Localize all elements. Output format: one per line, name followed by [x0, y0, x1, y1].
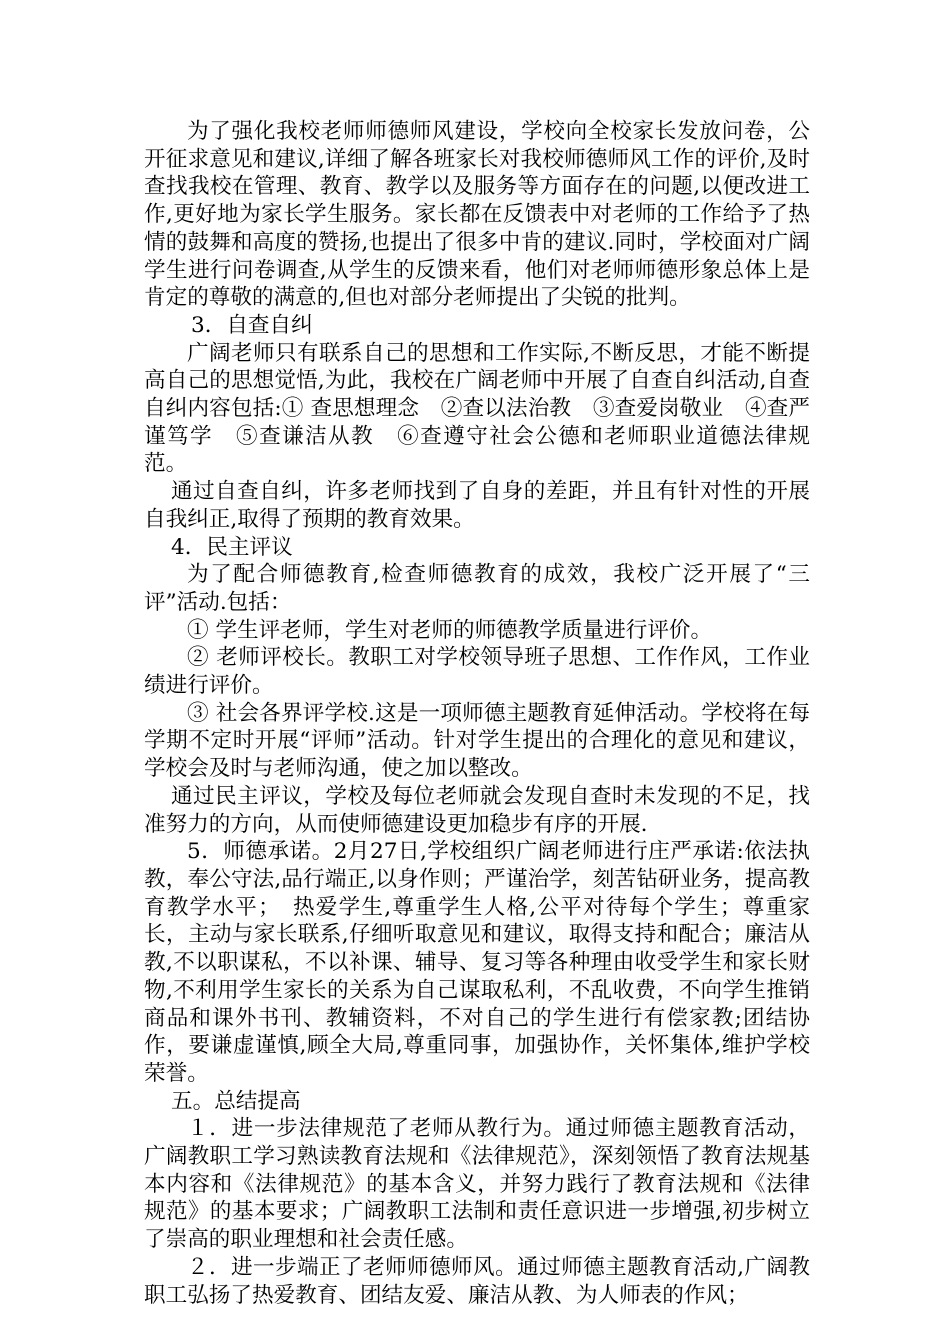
- heading-democratic-review: 4．民主评议: [171, 534, 293, 560]
- paragraph-self-check-result: 通过自查自纠，许多老师找到了自身的差距，并且有针对性的开展自我纠正,取得了预期的教育效果。: [144, 479, 810, 532]
- paragraph-three-reviews: 为了配合师德教育,检查师德教育的成效，我校广泛开展了“三评”活动.包括：: [144, 562, 810, 615]
- list-item-society-review: ③ 社会各界评学校.这是一项师德主题教育延伸活动。学校将在每学期不定时开展“评师”活动。针对学生提出的合理化的意见和建议，学校会及时与老师沟通，使之加以整改。: [144, 700, 810, 782]
- list-item-students-review: ① 学生评老师，学生对老师的师德教学质量进行评价。: [187, 617, 713, 643]
- paragraph-review-result: 通过民主评议，学校及每位老师就会发现自查时未发现的不足，找准努力的方向，从而使师德建设更加稳步有序的开展.: [144, 783, 810, 837]
- heading-summary: 五。总结提高: [171, 1088, 301, 1114]
- document-body: [144, 118, 810, 1309]
- list-item-teachers-review: ② 老师评校长。教职工对学校领导班子思想、工作作风，工作业绩进行评价。: [144, 645, 810, 699]
- paragraph-parent-survey: 为了强化我校老师师德师风建设，学校向全校家长发放问卷，公开征求意见和建议,详细了解各班家长对我校师德师风工作的评价,及时查找我校在管理、教育、教学以及服务等方面存在的问题,以便改进工作,更好地为家长学生服务。家长都在反馈表中对老师的工作给予了热情的鼓舞和高度的赞扬,也提出了很多中肯的建议.同时，学校面对广阔学生进行问卷调查,从学生的反馈来看，他们对老师师德形象总体上是肯定的尊敬的满意的,但也对部分老师提出了尖锐的批判。: [144, 119, 810, 311]
- heading-self-check: 3．自查自纠: [191, 312, 313, 338]
- paragraph-ethics-pledge: 5．师德承诺。2月27日,学校组织广阔老师进行庄严承诺:依法执教，奉公守法,品行端正,以身作则；严谨治学，刻苦钻研业务，提高教育教学水平； 热爱学生,尊重学生人格,公平对待每个学生；尊重家长，主动与家长联系,仔细听取意见和建议，取得支持和配合；廉洁从教,不以职谋私，不以补课、辅导、复习等各种理由收受学生和家长财物,不利用学生家长的关系为自己谋取私利，不乱收费，不向学生推销商品和课外书刊、教辅资料，不对自己的学生进行有偿家教;团结协作，要谦虚谨慎,顾全大局,尊重同事，加强协作，关怀集体,维护学校荣誉。: [144, 839, 810, 1086]
- paragraph-summary-1: １．进一步法律规范了老师从教行为。通过师德主题教育活动，广阔教职工学习熟读教育法规和《法律规范》，深刻领悟了教育法规基本内容和《法律规范》的基本含义，并努力践行了教育法规和《法律规范》的基本要求；广阔教职工法制和责任意识进一步增强,初步树立了崇高的职业理想和社会责任感。: [144, 1116, 810, 1253]
- paragraph-summary-2: ２．进一步端正了老师师德师风。通过师德主题教育活动,广阔教职工弘扬了热爱教育、团结友爱、廉洁从教、为人师表的作风；: [144, 1254, 810, 1308]
- paragraph-self-check-content: 广阔老师只有联系自己的思想和工作实际,不断反思，才能不断提高自己的思想觉悟,为此，我校在广阔老师中开展了自查自纠活动,自查自纠内容包括:① 查思想理念 ②查以法治教 ③查爱岗敬业 ④查严谨笃学 ⑤查谦洁从教 ⑥查遵守社会公德和老师职业道德法律规范。: [144, 340, 810, 477]
